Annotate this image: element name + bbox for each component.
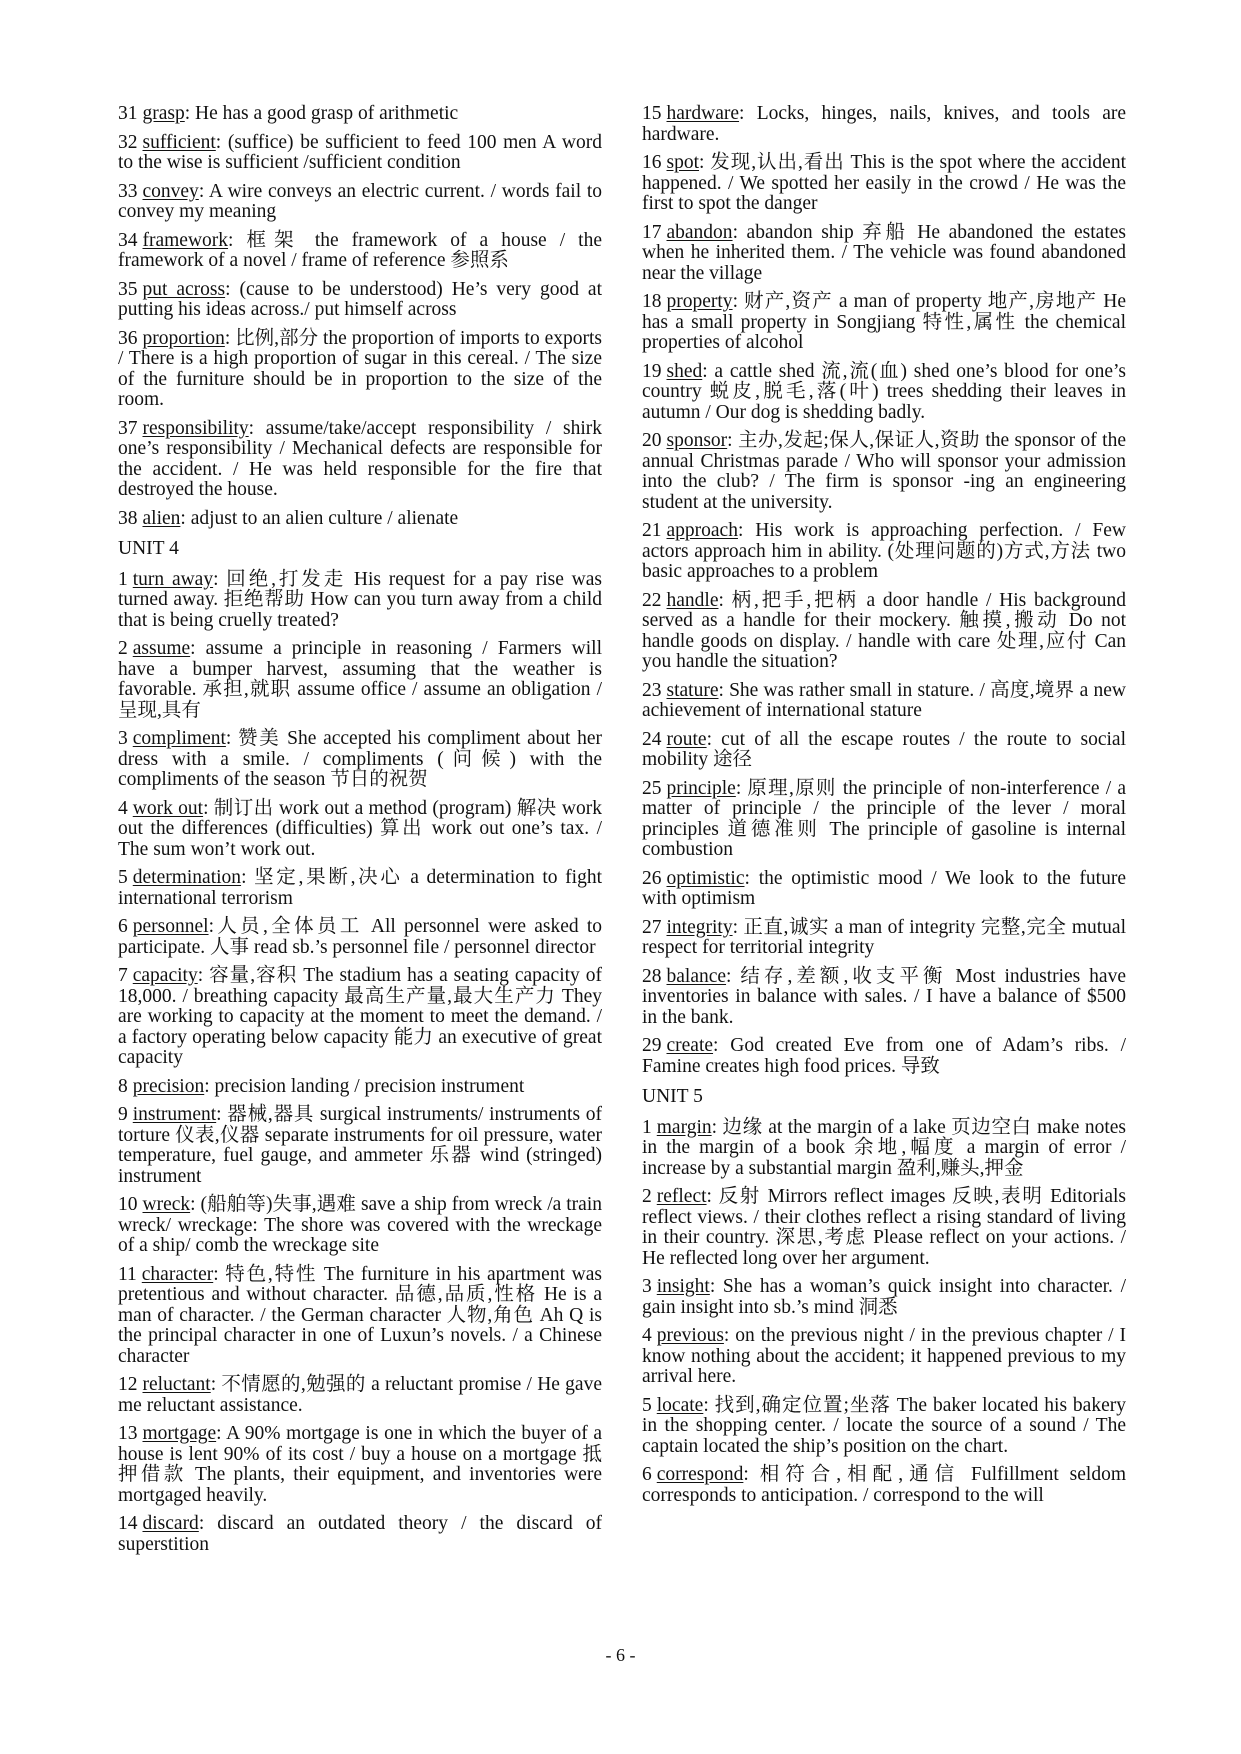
entry-headword: handle — [666, 589, 719, 611]
entry-headword: compliment — [132, 728, 226, 749]
entry-definition: : cut of all the escape routes / the route to social mobility 途径 — [642, 728, 1126, 770]
vocab-entry — [642, 223, 1126, 285]
entry-headword: locate — [656, 1394, 704, 1416]
entry-number: 8 — [118, 1075, 128, 1097]
vocab-entry — [118, 1375, 602, 1416]
page-number: - 6 - — [605, 1645, 636, 1665]
entry-definition: : 结存,差额,收支平衡 Most industries have inventories in balance with sales. / I have a balance of $500 in the bank. — [642, 965, 1126, 1028]
entry-headword: character — [141, 1263, 214, 1285]
left-column — [118, 104, 602, 1563]
entry-headword: put across — [142, 278, 226, 300]
entry-definition: : abandon ship 弃船 He abandoned the estates when he inherited them. / The vehicle was found abandoned near the village — [642, 221, 1126, 284]
entry-headword: work out — [132, 797, 204, 819]
entry-headword: optimistic — [666, 867, 745, 889]
entry-number: 31 — [118, 103, 138, 124]
vocab-entry — [118, 639, 602, 721]
entry-definition: : discard an outdated theory / the discard of superstition — [118, 1513, 602, 1555]
vocab-entry — [642, 153, 1126, 215]
vocab-entry — [118, 509, 602, 530]
entry-headword: approach — [666, 520, 738, 541]
entry-definition: :人员,全体员工 All personnel were asked to participate. 人事 read sb.’s personnel file / personnel director — [118, 916, 602, 958]
vocab-entry — [118, 917, 602, 958]
entry-definition: : 正直,诚实 a man of integrity 完整,完全 mutual respect for territorial integrity — [642, 916, 1126, 958]
entry-headword: turn away — [132, 568, 214, 590]
vocab-entry — [642, 362, 1126, 424]
entry-definition: : (船舶等)失事,遇难 save a ship from wreck /a train wreck/ wreckage: The shore was covered with the wreckage of a ship/ comb the wreckage site — [118, 1194, 602, 1256]
entry-headword: convey — [142, 180, 199, 202]
entry-headword: route — [666, 728, 707, 750]
entry-definition: : A wire conveys an electric current. / words fail to convey my meaning — [118, 180, 602, 222]
entry-definition: : 相符合,相配,通信 Fulfillment seldom corresponds to anticipation. / correspond to the will — [642, 1464, 1126, 1506]
vocab-entry — [642, 869, 1126, 910]
entry-number: 21 — [642, 520, 662, 541]
vocab-entry — [642, 1118, 1126, 1180]
entry-headword: property — [666, 291, 733, 312]
entry-number: 36 — [118, 327, 138, 349]
vocab-entry — [118, 799, 602, 861]
entry-definition: : assume a principle in reasoning / Farmers will have a bumper harvest, assuming that the weather is favorable. 承担,就职 assume office / assume an obligation / 呈现,具有 — [118, 638, 602, 721]
vocab-entry — [118, 419, 602, 501]
entry-headword: instrument — [132, 1104, 217, 1125]
unit-heading: UNIT 4 — [118, 538, 179, 559]
entry-number: 13 — [118, 1423, 138, 1444]
entry-definition: : the optimistic mood / We look to the future with optimism — [642, 867, 1126, 909]
vocab-entry — [118, 104, 602, 125]
entry-number: 7 — [118, 965, 128, 986]
entry-headword: reluctant — [142, 1374, 211, 1395]
entry-number: 32 — [118, 131, 138, 153]
entry-number: 26 — [642, 867, 662, 889]
vocab-entry — [642, 1277, 1126, 1318]
entry-number: 12 — [118, 1374, 138, 1395]
vocab-entry — [642, 1326, 1126, 1388]
entry-number: 4 — [642, 1325, 652, 1346]
vocab-entry — [118, 570, 602, 632]
entry-headword: wreck — [142, 1194, 191, 1215]
entry-headword: hardware — [666, 103, 740, 124]
entry-number: 6 — [118, 916, 128, 937]
entry-headword: mortgage — [142, 1423, 217, 1444]
entry-number: 5 — [118, 867, 128, 888]
entry-headword: abandon — [666, 221, 733, 243]
entry-definition: : 赞美 She accepted his compliment about her dress with a smile. / compliments (问候) with the compliments of the season 节日的祝贺 — [118, 728, 602, 790]
entry-definition: : 容量,容积 The stadium has a seating capacity of 18,000. / breathing capacity 最高生产量,最大生产力 They are working to capacity at the moment to meet the demand. / a factory operating below capacity 能力 an executive of great capacity — [118, 965, 602, 1068]
entry-number: 9 — [118, 1104, 128, 1125]
entry-headword: alien — [142, 507, 181, 529]
vocab-entry — [118, 1265, 602, 1368]
entry-headword: insight — [656, 1276, 710, 1297]
entry-headword: discard — [142, 1513, 199, 1534]
entry-definition: : (suffice) be sufficient to feed 100 men A word to the wise is sufficient /sufficient condition — [118, 131, 602, 173]
entry-definition: : 边缘 at the margin of a lake 页边空白 make notes in the margin of a book 余地,幅度 a margin of error / increase by a substantial margin 盈利,赚头,押金 — [642, 1116, 1126, 1179]
entry-headword: precision — [132, 1075, 205, 1097]
entry-headword: framework — [142, 229, 229, 251]
entry-number: 11 — [118, 1263, 137, 1285]
entry-definition: : 器械,器具 surgical instruments/ instruments of torture 仪表,仪器 separate instruments for oil pressure, water temperature, fuel gauge, and ammeter 乐器 wind (stringed) instrument — [118, 1104, 602, 1187]
entry-number: 20 — [642, 430, 662, 451]
entry-headword: integrity — [666, 916, 733, 938]
entry-definition: : He has a good grasp of arithmetic — [184, 103, 459, 124]
entry-definition: : precision landing / precision instrument — [204, 1075, 525, 1097]
entry-number: 3 — [118, 728, 128, 749]
entry-number: 15 — [642, 103, 662, 124]
entry-number: 17 — [642, 221, 662, 243]
vocab-entry — [642, 967, 1126, 1029]
entry-definition: : a cattle shed 流,流(血) shed one’s blood for one’s country 蜕皮,脱毛,落(叶) trees shedding their leaves in autumn / Our dog is shedding badly. — [642, 360, 1126, 423]
entry-number: 3 — [642, 1276, 652, 1297]
entry-definition: : 不情愿的,勉强的 a reluctant promise / He gave me reluctant assistance. — [118, 1374, 602, 1416]
entry-headword: principle — [666, 777, 736, 799]
entry-headword: previous — [656, 1325, 724, 1346]
entry-definition: : His work is approaching perfection. / Few actors approach him in ability. (处理问题的)方式,方法 two basic approaches to a problem — [642, 520, 1126, 582]
entry-definition: : God created Eve from one of Adam’s ribs. / Famine creates high food prices. 导致 — [642, 1035, 1126, 1077]
entry-number: 38 — [118, 507, 138, 529]
entry-definition: : 制订出 work out a method (program) 解决 work out the differences (difficulties) 算出 work out one’s tax. / The sum won’t work out. — [118, 797, 602, 860]
vocab-entry — [118, 966, 602, 1069]
vocab-entry — [642, 1465, 1126, 1506]
entry-definition: : She has a woman’s quick insight into character. / gain insight into sb.’s mind 洞悉 — [642, 1276, 1126, 1318]
entry-number: 4 — [118, 797, 128, 819]
entry-headword: grasp — [142, 103, 185, 124]
entry-number: 25 — [642, 777, 662, 799]
entry-definition: : 财产,资产 a man of property 地产,房地产 He has a small property in Songjiang 特性,属性 the chemical properties of alcohol — [642, 291, 1126, 353]
vocab-entry — [642, 1396, 1126, 1458]
entry-headword: assume — [132, 638, 191, 659]
entry-definition: : 特色,特性 The furniture in his apartment was pretentious and without character. 品德,品质,性格 He is a man of character. / the German character 人物,角色 Ah Q is the principal character in one of Luxun’s novels. / a Chinese character — [118, 1263, 602, 1367]
unit-heading: UNIT 5 — [642, 1086, 703, 1107]
vocab-entry — [118, 182, 602, 223]
entry-number: 28 — [642, 965, 662, 987]
vocab-entry — [642, 681, 1126, 722]
vocab-entry — [118, 133, 602, 174]
entry-definition: : assume/take/accept responsibility / shirk one’s responsibility / Mechanical defects are responsible for the accident. / He was held responsible for the fire that destroyed the house. — [118, 417, 602, 500]
entry-definition: : 主办,发起;保人,保证人,资助 the sponsor of the annual Christmas parade / Who will sponsor your admission into the club? / The firm is sponsor -ing an engineering student at the university. — [642, 430, 1126, 513]
vocab-entry — [642, 779, 1126, 861]
vocab-entry — [642, 730, 1126, 771]
entry-number: 1 — [642, 1116, 652, 1138]
vocab-entry — [118, 729, 602, 791]
entry-number: 37 — [118, 417, 138, 439]
vocab-entry — [118, 1195, 602, 1257]
entry-headword: balance — [666, 965, 727, 987]
entry-definition: : 坚定,果断,决心 a determination to fight international terrorism — [118, 867, 602, 909]
entry-number: 33 — [118, 180, 138, 202]
entry-headword: shed — [666, 360, 703, 382]
entry-definition: : on the previous night / in the previous chapter / I know nothing about the accident; it happened previous to my arrival here. — [642, 1325, 1126, 1387]
vocab-entry — [642, 431, 1126, 513]
entry-definition: : 原理,原则 the principle of non-interference / a matter of principle / the principle of the lever / moral principles 道德准则 The principle of gasoline is internal combustion — [642, 777, 1126, 860]
vocab-entry — [642, 104, 1126, 145]
vocab-entry — [118, 1105, 602, 1187]
entry-number: 29 — [642, 1035, 662, 1056]
vocab-entry — [642, 521, 1126, 583]
entry-number: 2 — [118, 638, 128, 659]
entry-number: 16 — [642, 152, 662, 173]
entry-definition: : 回绝,打发走 His request for a pay rise was turned away. 拒绝帮助 How can you turn away from a child that is being cruelly treated? — [118, 568, 602, 631]
entry-number: 35 — [118, 278, 138, 300]
entry-headword: proportion — [142, 327, 225, 349]
entry-definition: : Locks, hinges, nails, knives, and tools are hardware. — [642, 103, 1126, 145]
vocab-entry — [118, 1424, 602, 1506]
entry-headword: personnel — [132, 916, 209, 937]
entry-headword: margin — [656, 1116, 712, 1138]
entry-number: 1 — [118, 568, 128, 590]
entry-number: 6 — [642, 1464, 652, 1485]
vocab-entry — [642, 1036, 1126, 1077]
vocab-entry — [642, 918, 1126, 959]
vocab-entry — [642, 1187, 1126, 1269]
entry-definition: : 发现,认出,看出 This is the spot where the accident happened. / We spotted her easily in the crowd / He was the first to spot the danger — [642, 152, 1126, 214]
vocab-entry — [118, 1077, 602, 1098]
entry-number: 19 — [642, 360, 662, 382]
entry-headword: create — [666, 1035, 714, 1056]
entry-headword: correspond — [656, 1464, 744, 1485]
vocab-entry — [118, 329, 602, 411]
entry-number: 2 — [642, 1186, 652, 1207]
entry-definition: : 框架 the framework of a house / the framework of a novel / frame of reference 参照系 — [118, 229, 602, 271]
entry-number: 22 — [642, 589, 662, 611]
entry-headword: sponsor — [666, 430, 728, 451]
vocab-entry — [642, 292, 1126, 354]
entry-number: 34 — [118, 229, 138, 251]
entry-definition: : A 90% mortgage is one in which the buyer of a house is lent 90% of its cost / buy a house on a mortgage 抵押借款 The plants, their equipment, and inventories were mortgaged heavily. — [118, 1423, 602, 1506]
right-column — [642, 104, 1126, 1514]
entry-number: 5 — [642, 1394, 652, 1416]
vocab-entry — [118, 1514, 602, 1555]
entry-headword: sufficient — [142, 131, 216, 153]
entry-number: 14 — [118, 1513, 138, 1534]
entry-definition: : 比例,部分 the proportion of imports to exports / There is a high proportion of sugar in this cereal. / The size of the furniture should be in proportion to the size of the room. — [118, 327, 602, 410]
entry-definition: : She was rather small in stature. / 高度,境界 a new achievement of international stature — [642, 679, 1126, 721]
entry-number: 24 — [642, 728, 662, 750]
entry-headword: capacity — [132, 965, 198, 986]
entry-definition: : 柄,把手,把柄 a door handle / His background served as a handle for their mockery. 触摸,搬动 Do not handle goods on display. / handle with care 处理,应付 Can you handle the situation? — [642, 589, 1126, 672]
entry-definition: : (cause to be understood) He’s very good at putting his ideas across./ put himself across — [118, 278, 602, 320]
entry-headword: reflect — [656, 1186, 707, 1207]
entry-number: 10 — [118, 1194, 138, 1215]
entry-headword: spot — [666, 152, 700, 173]
vocab-entry — [118, 280, 602, 321]
entry-headword: stature — [666, 679, 719, 701]
entry-number: 27 — [642, 916, 662, 938]
vocab-entry — [642, 591, 1126, 673]
vocab-entry — [118, 231, 602, 272]
entry-headword: responsibility — [142, 417, 249, 439]
entry-number: 23 — [642, 679, 662, 701]
vocab-entry — [118, 868, 602, 909]
entry-definition: : 反射 Mirrors reflect images 反映,表明 Editorials reflect views. / their clothes reflect a rising standard of living in their country. 深思,考虑 Please reflect on your actions. / He reflected long over her argument. — [642, 1186, 1126, 1269]
entry-number: 18 — [642, 291, 662, 312]
entry-headword: determination — [132, 867, 242, 888]
entry-definition: : adjust to an alien culture / alienate — [180, 507, 459, 529]
entry-definition: : 找到,确定位置;坐落 The baker located his bakery in the shopping center. / locate the source of a sound / The captain located the ship’s position on the chart. — [642, 1394, 1126, 1457]
